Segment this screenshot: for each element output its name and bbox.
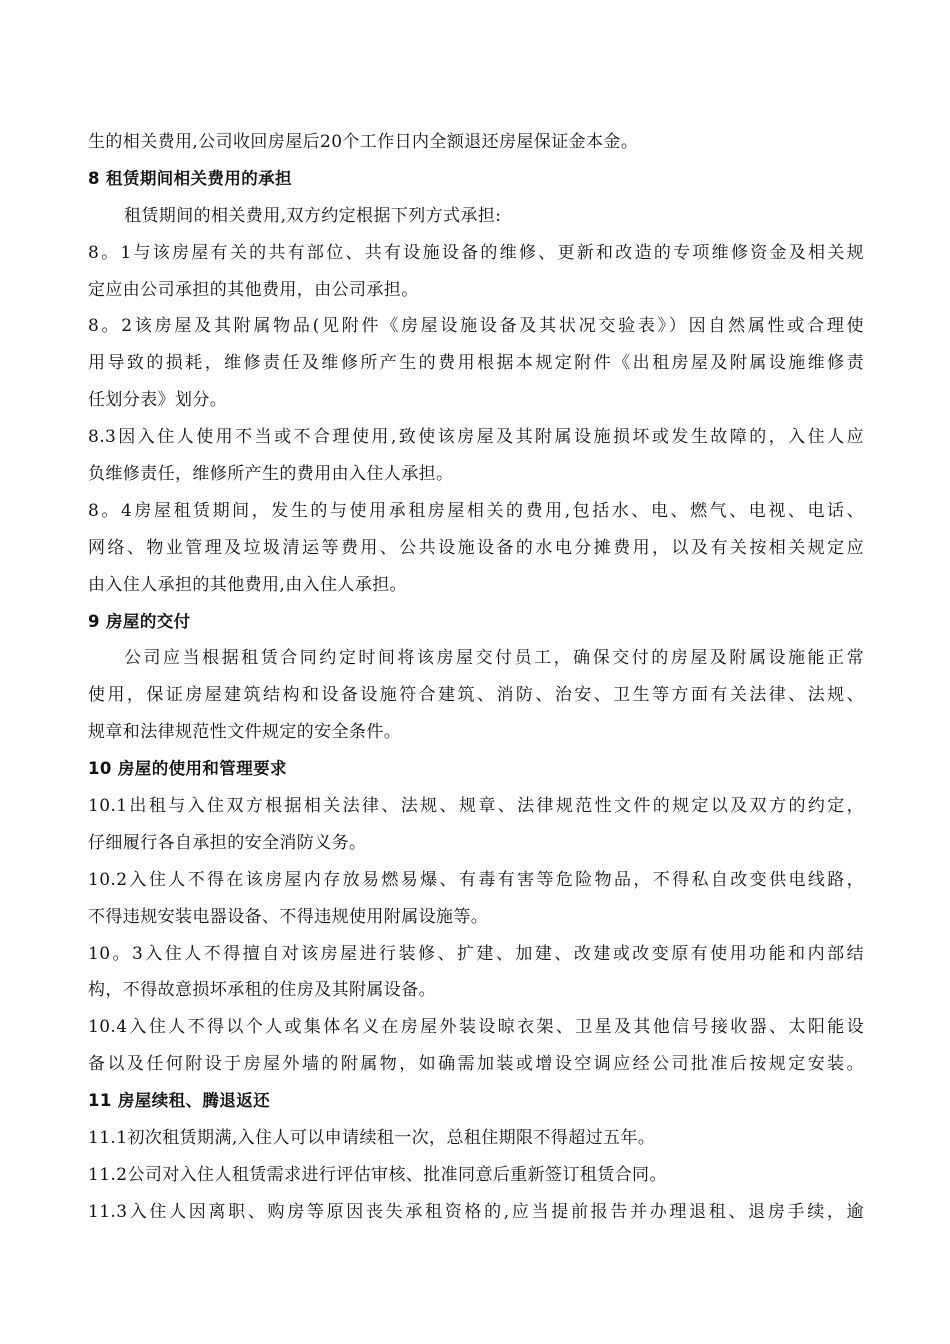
- text-line: 负维修责任，维修所产生的费用由入住人承担。: [88, 464, 454, 485]
- text-line: 10.1出租与入住双方根据相关法律、法规、规章、法律规范性文件的规定以及双方的约定，: [88, 796, 864, 817]
- text-line: 任划分表》划分。: [88, 390, 228, 411]
- text-line: 构，不得故意损坏承租的住房及其附属设备。: [88, 980, 436, 1001]
- text-line: 11.1初次租赁期满,入住人可以申请续租一次，总租住期限不得超过五年。: [88, 1128, 656, 1149]
- text-line: 公司应当根据租赁合同约定时间将该房屋交付员工，确保交付的房屋及附属设施能正常: [124, 648, 864, 669]
- text-line: 仔细履行各自承担的安全消防义务。: [88, 832, 367, 853]
- text-line: 8。1与该房屋有关的共有部位、共有设施设备的维修、更新和改造的专项维修资金及相关规: [88, 242, 864, 263]
- text-line: 定应由公司承担的其他费用，由公司承担。: [88, 279, 419, 300]
- text-line: 11.2公司对入住人租赁需求进行评估审核、批准同意后重新签订租赁合同。: [88, 1164, 667, 1185]
- text-line: 租赁期间的相关费用,双方约定根据下列方式承担:: [124, 205, 502, 226]
- section-heading: 11 房屋续租、腾退返还: [88, 1091, 271, 1111]
- text-line: 8.3因入住人使用不当或不合理使用,致使该房屋及其附属设施损坏或发生故障的，入住人应: [88, 427, 864, 448]
- text-line: 8。4房屋租赁期间，发生的与使用承租房屋相关的费用,包括水、电、燃气、电视、电话、: [88, 500, 864, 521]
- text-line: 10.2入住人不得在该房屋内存放易燃易爆、有毒有害等危险物品，不得私自改变供电线路，: [88, 869, 864, 890]
- text-line: 10。3入住人不得擅自对该房屋进行装修、扩建、加建、改建或改变原有使用功能和内部结: [88, 943, 864, 964]
- text-line: 用导致的损耗，维修责任及维修所产生的费用根据本规定附件《出租房屋及附属设施维修责: [88, 353, 864, 374]
- text-line: 使用，保证房屋建筑结构和设备设施符合建筑、消防、治安、卫生等方面有关法律、法规、: [88, 685, 864, 706]
- text-line: 网络、物业管理及垃圾清运等费用、公共设施设备的水电分摊费用，以及有关按相关规定应: [88, 537, 864, 558]
- text-line: 规章和法律规范性文件规定的安全条件。: [88, 722, 402, 743]
- document-page: [88, 124, 864, 1231]
- text-line: 备以及任何附设于房屋外墙的附属物，如确需加装或增设空调应经公司批准后按规定安装。: [88, 1054, 864, 1075]
- text-line: 由入住人承担的其他费用,由入住人承担。: [88, 574, 408, 595]
- text-line: 10.4入住人不得以个人或集体名义在房屋外装设晾衣架、卫星及其他信号接收器、太阳能设: [88, 1017, 864, 1038]
- text-line: 8。2该房屋及其附属物品(见附件《房屋设施设备及其状况交验表》）因自然属性或合理使: [88, 316, 864, 337]
- section-heading: 9 房屋的交付: [88, 611, 191, 631]
- section-heading: 8 租赁期间相关费用的承担: [88, 168, 292, 188]
- text-line: 不得违规安装电器设备、不得违规使用附属设施等。: [88, 906, 489, 927]
- section-heading: 10 房屋的使用和管理要求: [88, 759, 287, 779]
- text-line: 11.3入住人因离职、购房等原因丧失承租资格的,应当提前报告并办理退租、退房手续，逾: [88, 1201, 864, 1222]
- text-line: 生的相关费用,公司收回房屋后20个工作日内全额退还房屋保证金本金。: [88, 132, 639, 152]
